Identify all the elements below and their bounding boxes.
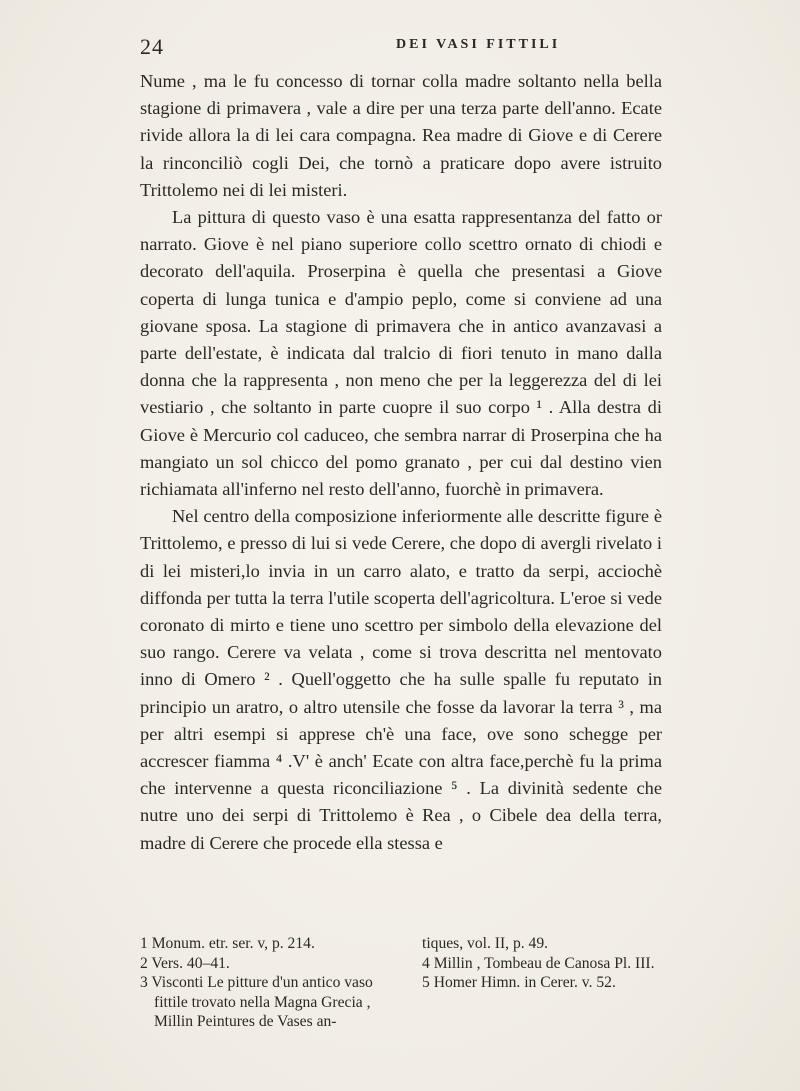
footnote: 1 Monum. etr. ser. v, p. 214. bbox=[140, 935, 315, 952]
footnote: tiques, vol. II, p. 49. bbox=[422, 935, 549, 952]
footnotes-left-column bbox=[140, 934, 402, 1032]
running-head: DEI VASI FITTILI bbox=[396, 37, 561, 52]
paragraph: Nel centro della composizione inferiormente alle descritte figure è Trittolemo, e presso di lui si vede Cerere, che dopo di avergli rivelato i di lei misteri,lo invia in un carro alato, e tratto da serpi, acciochè diffonda per tutta la terra l'utile scoperta dell'agricoltura. L'eroe si vede coronato di mirto e tiene uno scettro per simbolo della elevazione del suo rango. Cerere va velata , come si trova descritta nel mentovato inno di Omero ² . Quell'oggetto che ha sulle spalle fu reputato in principio un aratro, o altro utensile che fosse da lavorar la terra ³ , ma per altri esempi si apprese ch'è una face, ove sono schegge per accrescer fiamma ⁴ .V' è anch' Ecate con altra face,perchè fu la prima che intervenne a questa riconciliazione ⁵ . La divinità sedente che nutre uno dei serpi di Trittolemo è Rea , o Cibele dea della terra, madre di Cerere che procede ella stessa e bbox=[140, 506, 662, 853]
page-number: 24 bbox=[140, 34, 164, 59]
footnote: 4 Millin , Tombeau de Canosa Pl. III. bbox=[422, 954, 655, 972]
footnote: 2 Vers. 40–41. bbox=[140, 954, 230, 972]
footnotes bbox=[140, 934, 672, 1032]
footnote: 3 Visconti Le pitture d'un antico vaso fittile trovato nella Magna Grecia , Millin Peintures de Vases an- bbox=[140, 974, 373, 1031]
body-text bbox=[140, 68, 662, 857]
page-header bbox=[140, 34, 680, 58]
paragraph: Nume , ma le fu concesso di tornar colla madre soltanto nella bella stagione di primavera , vale a dire per una terza parte dell'anno. Ecate rivide allora la di lei cara compagna. Rea madre di Giove e di Cerere la rinconciliò cogli Dei, che tornò a praticare dopo avere istruito Trittolemo nei di lei misteri. bbox=[140, 71, 662, 200]
footnote: 5 Homer Himn. in Cerer. v. 52. bbox=[422, 974, 616, 992]
footnotes-right-column bbox=[422, 934, 672, 1032]
paragraph: La pittura di questo vaso è una esatta rappresentanza del fatto or narrato. Giove è nel piano superiore collo scettro ornato di chiodi e decorato dell'aquila. Proserpina è quella che presentasi a Giove coperta di lunga tunica e d'ampio peplo, come si conviene ad una giovane sposa. La stagione di primavera che in antico avanzavasi a parte dell'estate, è indicata dal tralcio di fiori tenuto in mano dalla donna che la rappresenta , non meno che per la leggerezza del di lei vestiario , che soltanto in parte cuopre il suo corpo ¹ . Alla destra di Giove è Mercurio col caduceo, che sembra narrar di Proserpina che ha mangiato un sol chicco del pomo granato , per cui dal destino vien richiamata all'inferno nel resto dell'anno, fuorchè in primavera. bbox=[140, 207, 662, 500]
